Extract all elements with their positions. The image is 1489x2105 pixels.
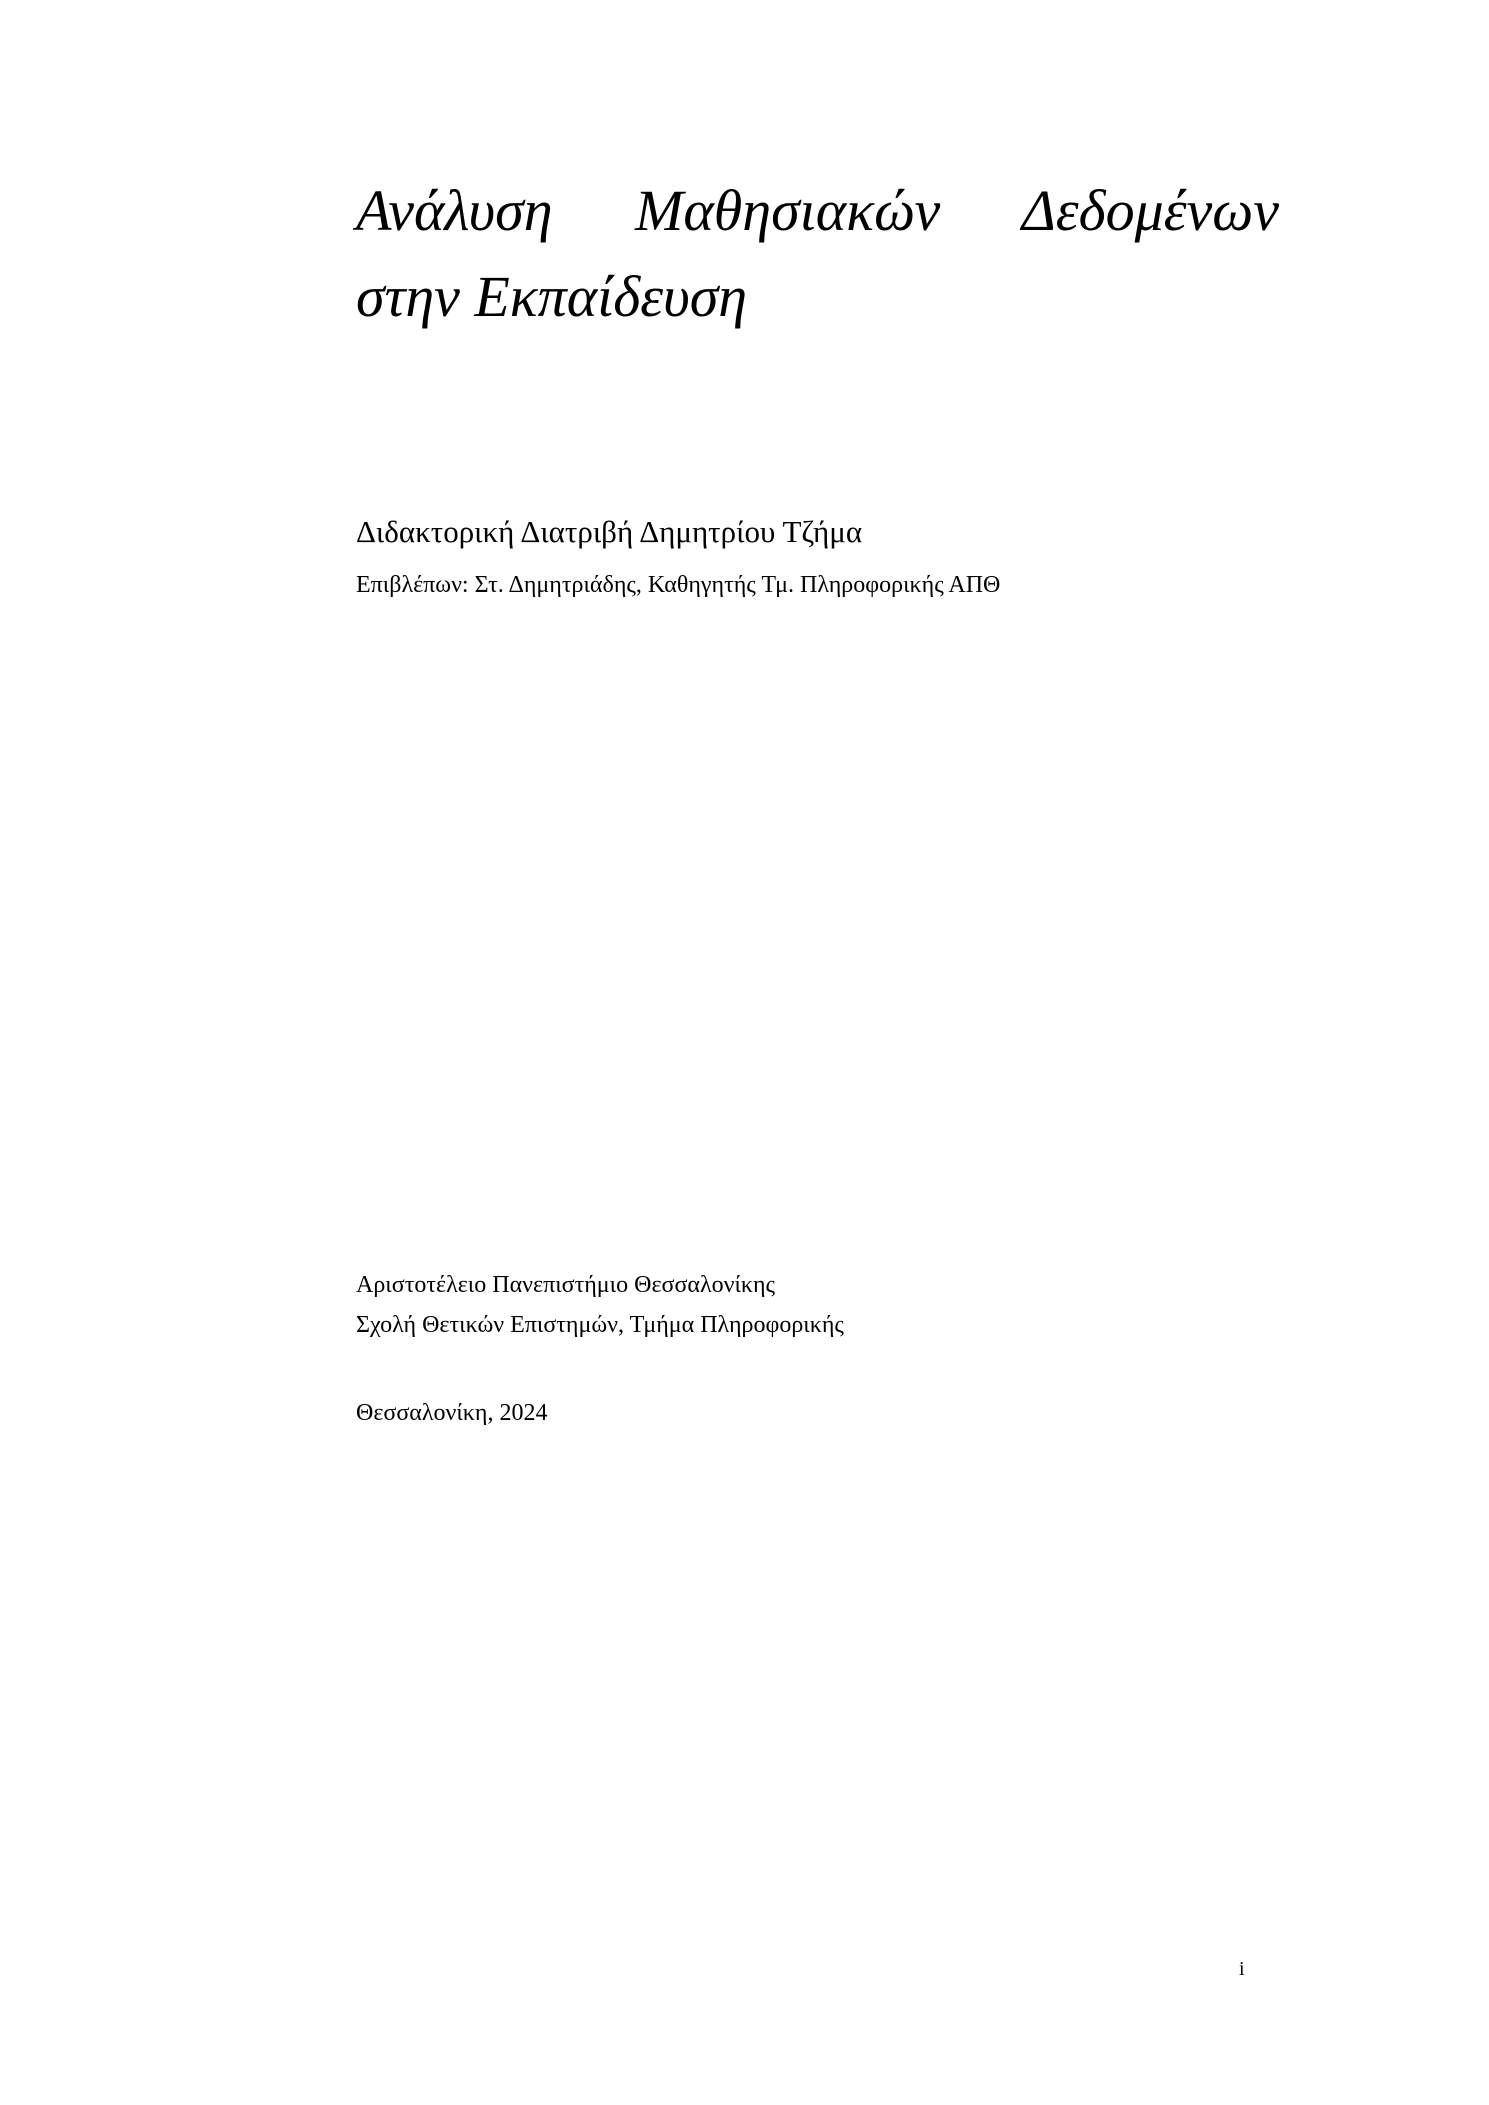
school-department: Σχολή Θετικών Επιστημών, Τμήμα Πληροφορικής (356, 1312, 844, 1338)
thesis-author-line: Διδακτορική Διατριβή Δημητρίου Τζήμα (356, 514, 863, 549)
supervisor-line: Επιβλέπων: Στ. Δημητριάδης, Καθηγητής Τμ. Πληροφορικής ΑΠΘ (356, 572, 1001, 598)
document-title (356, 168, 1279, 340)
title-line-1: Ανάλυση Μαθησιακών Δεδομένων (356, 178, 1279, 243)
place-date: Θεσσαλονίκη, 2024 (356, 1400, 548, 1426)
page-number: i (1239, 1958, 1245, 1980)
institution-block (356, 1265, 844, 1345)
university-name: Αριστοτέλειο Πανεπιστήμιο Θεσσαλονίκης (356, 1272, 776, 1298)
title-line-2: στην Εκπαίδευση (356, 264, 748, 329)
